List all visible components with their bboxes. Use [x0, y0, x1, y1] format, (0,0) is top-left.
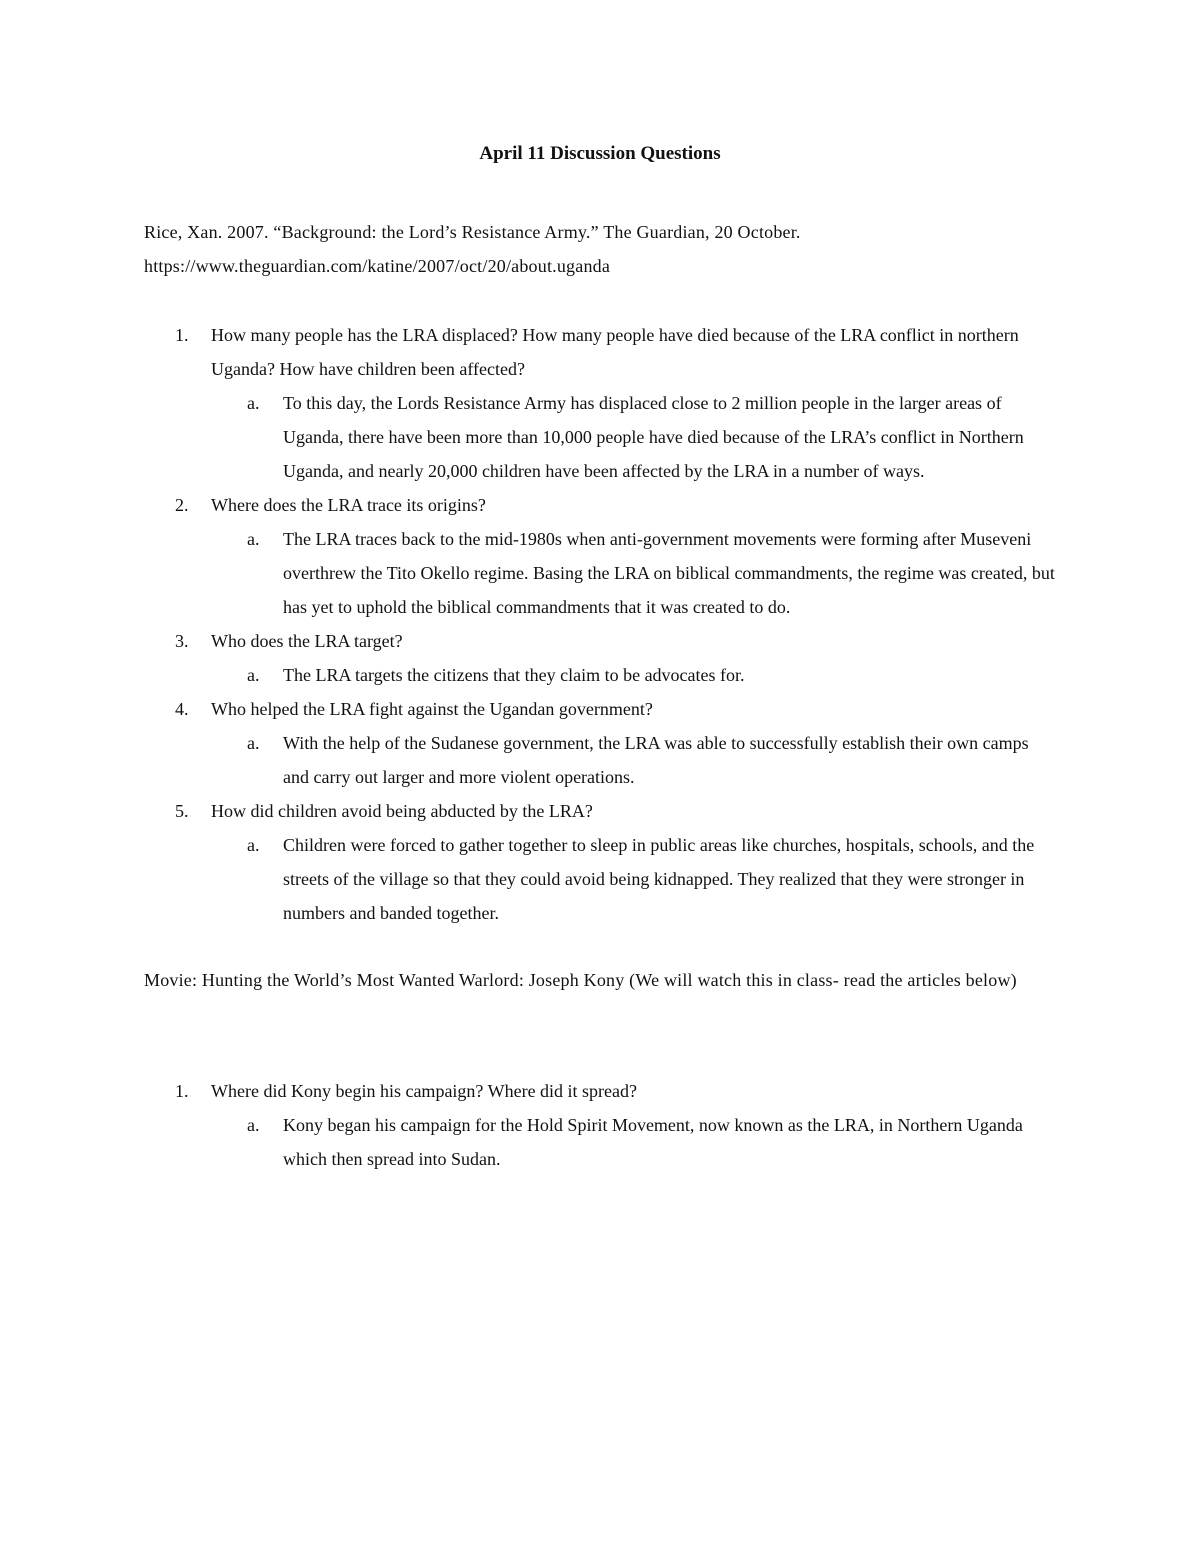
- question-list-1: [0, 318, 1200, 930]
- answer-text: Kony began his campaign for the Hold Spirit Movement, now known as the LRA, in Northern Uganda which then spread into Sudan.: [283, 1115, 1023, 1169]
- answer-text: With the help of the Sudanese government, the LRA was able to successfully establish their own camps and carry out larger and more violent operations.: [283, 733, 1029, 787]
- question-text: Where does the LRA trace its origins?: [211, 495, 486, 515]
- answer-label: a.: [247, 393, 260, 413]
- answer-label: a.: [247, 835, 260, 855]
- question-text: How did children avoid being abducted by the LRA?: [211, 801, 593, 821]
- answer-label: a.: [247, 529, 260, 549]
- answer-label: a.: [247, 1115, 260, 1135]
- question-number: 4.: [175, 699, 189, 719]
- question-number: 3.: [175, 631, 189, 651]
- question-number: 1.: [175, 1081, 189, 1101]
- question-item: [0, 794, 1041, 828]
- question-number: 2.: [175, 495, 189, 515]
- answer-text: The LRA traces back to the mid-1980s when anti-government movements were forming after Museveni overthrew the Tito Okello regime. Basing the LRA on biblical commandments, the regime was created, but has yet to uphold the biblical commandments that it was created to do.: [283, 529, 1055, 617]
- answer-text: Children were forced to gather together to sleep in public areas like churches, hospitals, schools, and the streets of the village so that they could avoid being kidnapped. They realized that they were stronger in numbers and banded together.: [283, 835, 1035, 923]
- question-text: Who helped the LRA fight against the Ugandan government?: [211, 699, 653, 719]
- citation: [144, 215, 1064, 283]
- answer-item: [0, 828, 1058, 930]
- question-text: Who does the LRA target?: [211, 631, 403, 651]
- question-list-2: [0, 1074, 1200, 1176]
- answer-item: [0, 658, 1058, 692]
- citation-text: Rice, Xan. 2007. “Background: the Lord’s Resistance Army.” The Guardian, 20 October.: [144, 222, 801, 242]
- citation-url[interactable]: https://www.theguardian.com/katine/2007/oct/20/about.uganda: [144, 256, 611, 276]
- question-item: [0, 488, 1041, 522]
- question-text: Where did Kony begin his campaign? Where did it spread?: [211, 1081, 638, 1101]
- answer-item: [0, 726, 1058, 794]
- question-item: [0, 1074, 1041, 1108]
- question-item: [0, 692, 1041, 726]
- question-number: 1.: [175, 325, 189, 345]
- question-item: [0, 318, 1041, 386]
- answer-label: a.: [247, 665, 260, 685]
- answer-label: a.: [247, 733, 260, 753]
- answer-item: [0, 522, 1058, 624]
- question-number: 5.: [175, 801, 189, 821]
- answer-text: The LRA targets the citizens that they claim to be advocates for.: [283, 665, 745, 685]
- question-text: How many people has the LRA displaced? How many people have died because of the LRA conflict in northern Uganda? How have children been affected?: [211, 325, 1019, 379]
- movie-heading: Movie: Hunting the World’s Most Wanted Warlord: Joseph Kony (We will watch this in class- read the articles below): [144, 970, 1017, 990]
- document-title: April 11 Discussion Questions: [479, 143, 721, 164]
- answer-item: [0, 386, 1058, 488]
- answer-item: [0, 1108, 1058, 1176]
- question-item: [0, 624, 1041, 658]
- answer-text: To this day, the Lords Resistance Army has displaced close to 2 million people in the larger areas of Uganda, there have been more than 10,000 people have died because of the LRA’s conflict in Northern Uganda, and nearly 20,000 children have been affected by the LRA in a number of ways.: [283, 393, 1024, 481]
